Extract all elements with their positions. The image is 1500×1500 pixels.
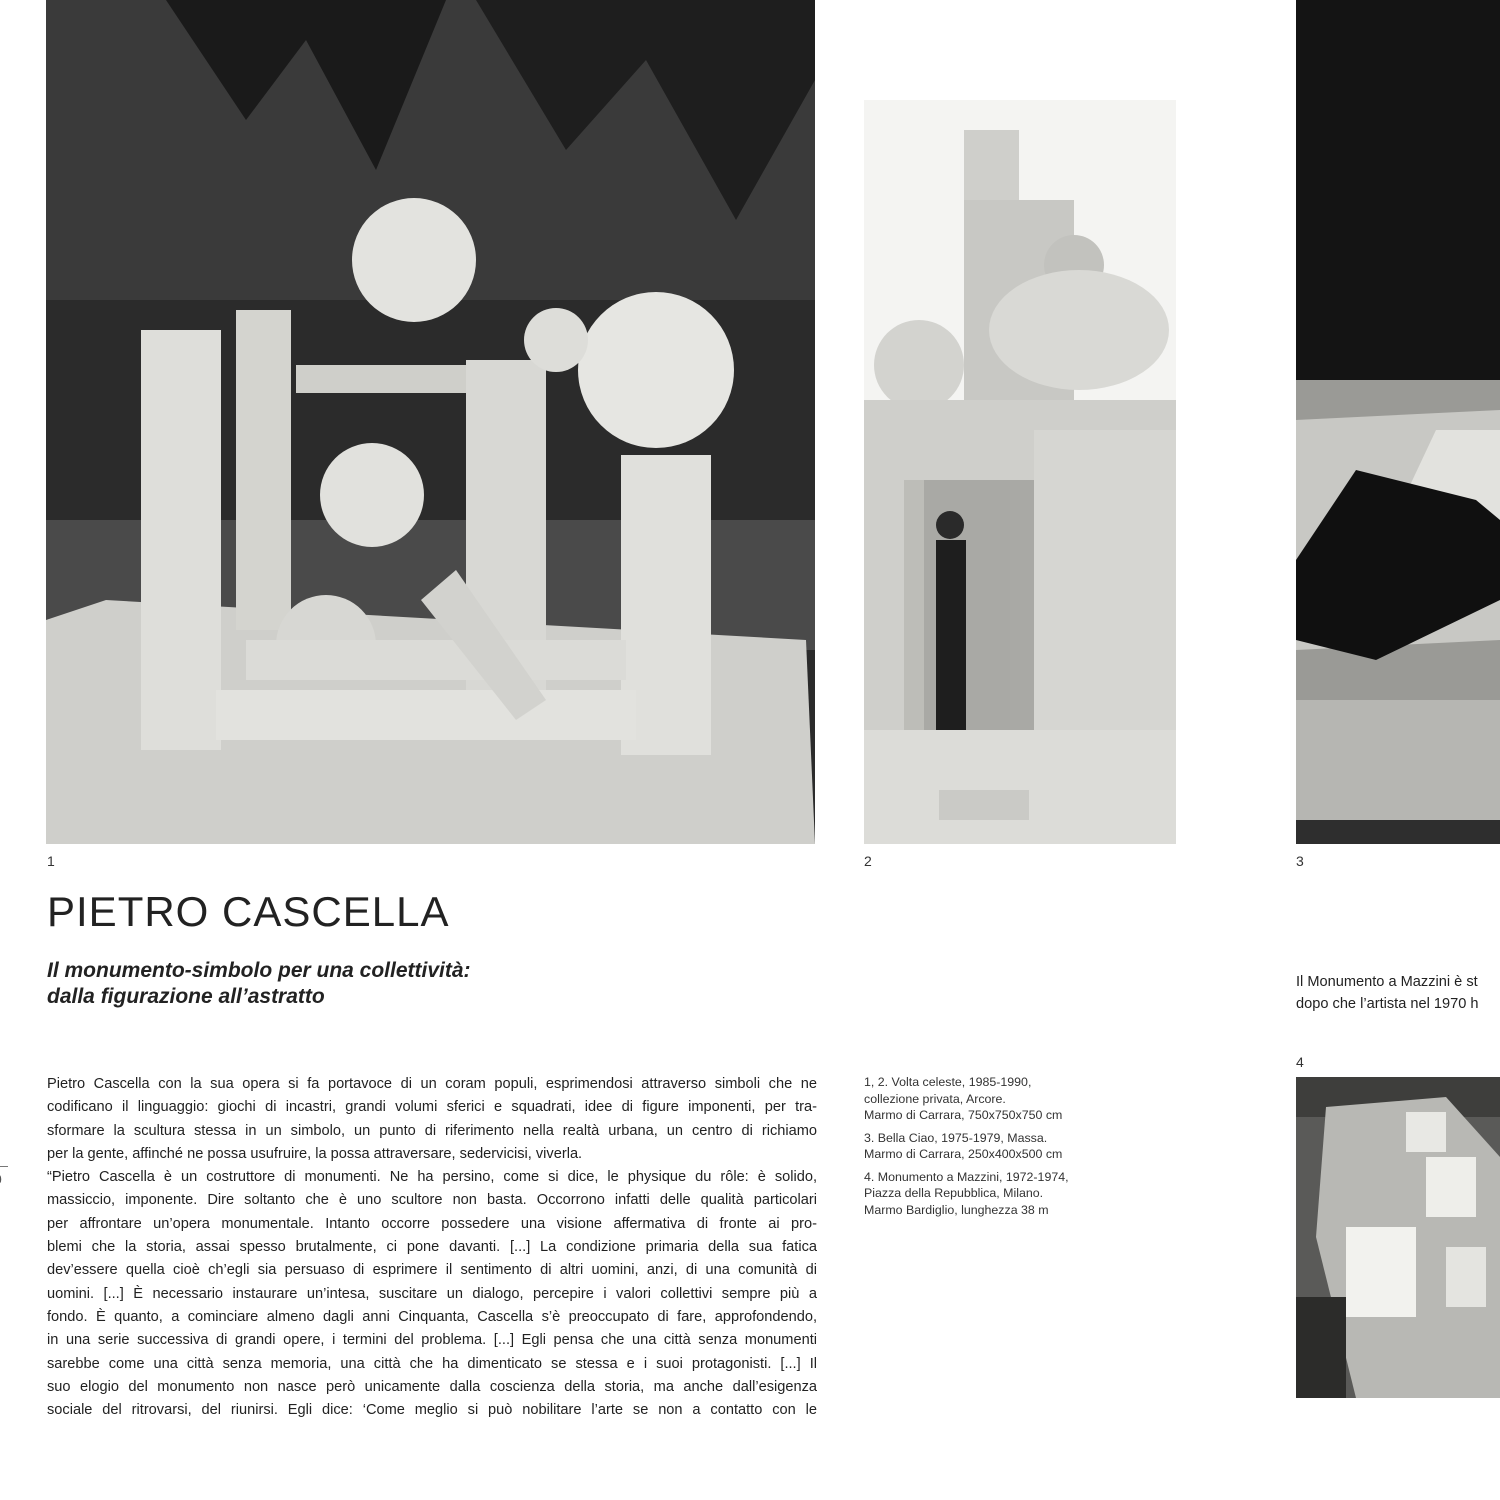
figure-captions	[864, 1074, 1124, 1224]
body-line: Pietro Cascella con la sua opera si fa portavoce di un coram populi, esprimendosi attraverso simboli che ne	[47, 1076, 817, 1092]
body-line: sociale del ritrovarsi, del riunirsi. Egli dice: ‘Come meglio si può nobilitare l’arte se non a contatto con le	[47, 1402, 817, 1419]
figure-4-number: 4	[1296, 1054, 1304, 1070]
figure-4-photo	[1296, 1077, 1500, 1398]
body-line: “Pietro Cascella è un costruttore di monumenti. Ne ha persino, come si dice, le physique du rôle: è solido,	[47, 1169, 817, 1186]
right-column-line-1: Il Monumento a Mazzini è st	[1296, 974, 1478, 990]
article-subtitle	[47, 958, 747, 1010]
article-title: PIETRO CASCELLA	[47, 888, 450, 935]
body-line: massiccio, imponente. Dire soltanto che è uno scultore non basta. Occorrono infatti delle qualità particolari	[47, 1192, 817, 1209]
body-line: uomini. [...] È necessario instaurare un’intesa, suscitare un dialogo, percepire i valori collettivi sempre più a	[47, 1285, 817, 1302]
figure-2-number: 2	[864, 853, 872, 869]
body-line: sarebbe come una città senza memoria, una città che ha dimenticato se stessa e i suoi protagonisti. [...] Il	[47, 1355, 817, 1372]
figure-1-number: 1	[47, 853, 55, 869]
body-line: codificano il linguaggio: giochi di incastri, grandi volumi sferici e squadrati, idee di figure imponenti, per tra-	[47, 1099, 817, 1116]
page-number	[0, 1171, 2, 1187]
subtitle-line-1: Il monumento-simbolo per una collettività:	[47, 959, 471, 982]
body-line: blemi che la storia, assai spesso brutalmente, ci pone davanti. [...] La condizione primaria della sua fatica	[47, 1239, 817, 1256]
body-line: sformare la scultura stessa in un simbolo, un punto di riferimento nella realtà urbana, un centro di richiamo	[47, 1122, 817, 1139]
body-line: dev’essere quella cioè ch’egli sia persuaso di esprimere il sentimento di altri uomini, anzi, di una comunità di	[47, 1262, 817, 1279]
figure-1-photo	[46, 0, 815, 844]
body-line: per affrontare un’opera monumentale. Intanto occorre possedere una visione affermativa di fronte ai pro-	[47, 1215, 817, 1232]
caption-line: Marmo di Carrara, 250x400x500 cm	[864, 1147, 1063, 1161]
right-column-text	[1296, 971, 1500, 1015]
caption-figure-4	[864, 1169, 1124, 1219]
figure-2-photo	[864, 100, 1176, 844]
right-column-line-2: dopo che l’artista nel 1970 h	[1296, 996, 1479, 1012]
body-line: in una serie successiva di grandi opere, i termini del problema. [...] Egli pensa che una città senza monumenti	[47, 1332, 817, 1349]
caption-line: 1, 2. Volta celeste, 1985-1990,	[864, 1075, 1032, 1089]
body-line: fondo. È quanto, a cominciare almeno dagli anni Cinquanta, Cascella s’è preoccupato di fare, approfondendo,	[47, 1308, 817, 1325]
caption-line: Marmo Bardiglio, lunghezza 38 m	[864, 1202, 1049, 1217]
figure-3-number: 3	[1296, 853, 1304, 869]
caption-figure-3	[864, 1130, 1124, 1163]
article-body	[47, 1073, 817, 1422]
body-line: suo elogio del monumento non nasce però unicamente dalla coscienza della storia, ma anche dall’esigenza	[47, 1378, 817, 1395]
caption-line: 3. Bella Ciao, 1975-1979, Massa.	[864, 1130, 1048, 1145]
subtitle-line-2: dalla figurazione all’astratto	[47, 985, 325, 1008]
body-line: per la gente, affinché ne possa usufruire, la possa attraversare, sedervicisi, viverla.	[47, 1145, 583, 1162]
figure-3-photo	[1296, 0, 1500, 844]
caption-figures-1-2	[864, 1074, 1124, 1124]
caption-line: Marmo di Carrara, 750x750x750 cm	[864, 1108, 1063, 1122]
caption-line: Piazza della Repubblica, Milano.	[864, 1186, 1044, 1200]
caption-line: 4. Monumento a Mazzini, 1972-1974,	[864, 1169, 1069, 1184]
page-number-rule	[0, 1166, 8, 1167]
caption-line: collezione privata, Arcore.	[864, 1091, 1006, 1106]
